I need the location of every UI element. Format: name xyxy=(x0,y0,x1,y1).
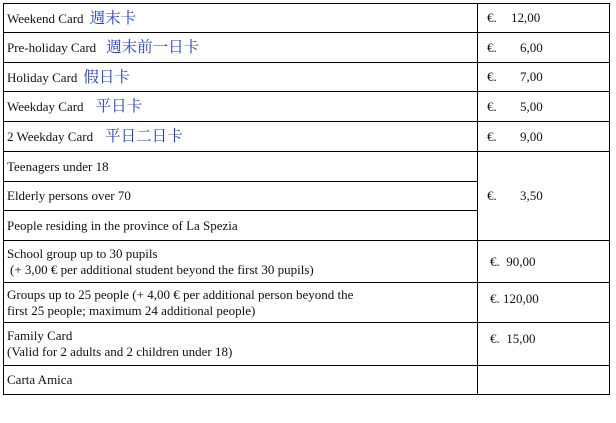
reduced-price-cell xyxy=(478,152,610,241)
ticket-label: 2 Weekday Card xyxy=(7,129,94,144)
ticket-price: 12,00 xyxy=(511,10,541,25)
ticket-label-cell xyxy=(4,33,478,63)
ticket-price-cell xyxy=(478,63,610,92)
currency-symbol: €. xyxy=(487,128,497,144)
school-group-price: €. 90,00 xyxy=(490,253,536,269)
table-row xyxy=(4,152,610,182)
table-row xyxy=(4,122,610,152)
school-group-note: (+ 3,00 € per additional student beyond the first 30 pupils) xyxy=(10,261,314,277)
ticket-label-cell xyxy=(4,92,478,122)
ticket-price: 5,00 xyxy=(520,98,543,114)
table-row xyxy=(4,63,610,92)
school-group-label: School group up to 30 pupils xyxy=(7,245,158,261)
table-row xyxy=(4,323,610,366)
groups-note: first 25 people; maximum 24 additional people) xyxy=(7,302,256,318)
ticket-price-cell xyxy=(478,4,610,33)
reduced-category-cell xyxy=(4,211,478,241)
ticket-price: 9,00 xyxy=(520,128,543,144)
ticket-label: Weekday Card xyxy=(7,99,84,114)
currency-symbol: €. xyxy=(487,69,497,84)
ticket-price-cell xyxy=(478,92,610,122)
currency-symbol: €. xyxy=(487,98,497,114)
ticket-label-chinese: 週末卡 xyxy=(89,8,137,27)
ticket-label-chinese: 平日二日卡 xyxy=(105,127,183,145)
ticket-price-cell xyxy=(478,122,610,152)
carta-amica-label: Carta Amica xyxy=(7,372,73,387)
reduced-category-cell xyxy=(4,182,478,211)
ticket-price: 7,00 xyxy=(520,69,543,84)
family-card-price-cell xyxy=(478,323,610,366)
currency-symbol: €. xyxy=(487,10,497,25)
family-card-label: Family Card xyxy=(7,328,73,343)
groups-label: Groups up to 25 people (+ 4,00 € per additional person beyond the xyxy=(7,286,354,302)
table-row xyxy=(4,92,610,122)
table-row xyxy=(4,33,610,63)
reduced-price: 3,50 xyxy=(520,188,543,203)
family-card-note: (Valid for 2 adults and 2 children under 18) xyxy=(7,344,233,359)
ticket-label: Pre-holiday Card xyxy=(7,40,97,55)
ticket-label-cell xyxy=(4,122,478,152)
ticket-label: Holiday Card xyxy=(7,69,78,85)
ticket-label-cell xyxy=(4,63,478,92)
ticket-price: 6,00 xyxy=(520,39,543,55)
reduced-category-label: Elderly persons over 70 xyxy=(7,188,131,203)
ticket-price-cell xyxy=(478,33,610,63)
currency-symbol: €. xyxy=(487,39,497,55)
groups-cell xyxy=(4,283,478,323)
school-group-price-cell xyxy=(478,241,610,283)
ticket-label-cell xyxy=(4,4,478,33)
carta-amica-price-cell xyxy=(478,366,610,395)
family-card-cell xyxy=(4,323,478,366)
table-row xyxy=(4,366,610,395)
reduced-category-label: People residing in the province of La Spezia xyxy=(7,217,238,233)
table-row xyxy=(4,241,610,283)
family-card-price: €. 15,00 xyxy=(490,331,536,346)
groups-price-cell xyxy=(478,283,610,323)
ticket-label-chinese: 週末前一日卡 xyxy=(106,38,200,56)
school-group-cell xyxy=(4,241,478,283)
table-row xyxy=(4,4,610,33)
groups-price: €. 120,00 xyxy=(490,291,539,306)
table-row xyxy=(4,283,610,323)
reduced-category-cell xyxy=(4,152,478,182)
ticket-label-chinese: 假日卡 xyxy=(83,67,130,86)
reduced-category-label: Teenagers under 18 xyxy=(7,158,109,174)
ticket-label: Weekend Card xyxy=(7,10,84,26)
currency-symbol: €. xyxy=(487,188,497,203)
price-table xyxy=(3,3,610,395)
carta-amica-cell xyxy=(4,366,478,395)
ticket-label-chinese: 平日卡 xyxy=(95,97,143,115)
